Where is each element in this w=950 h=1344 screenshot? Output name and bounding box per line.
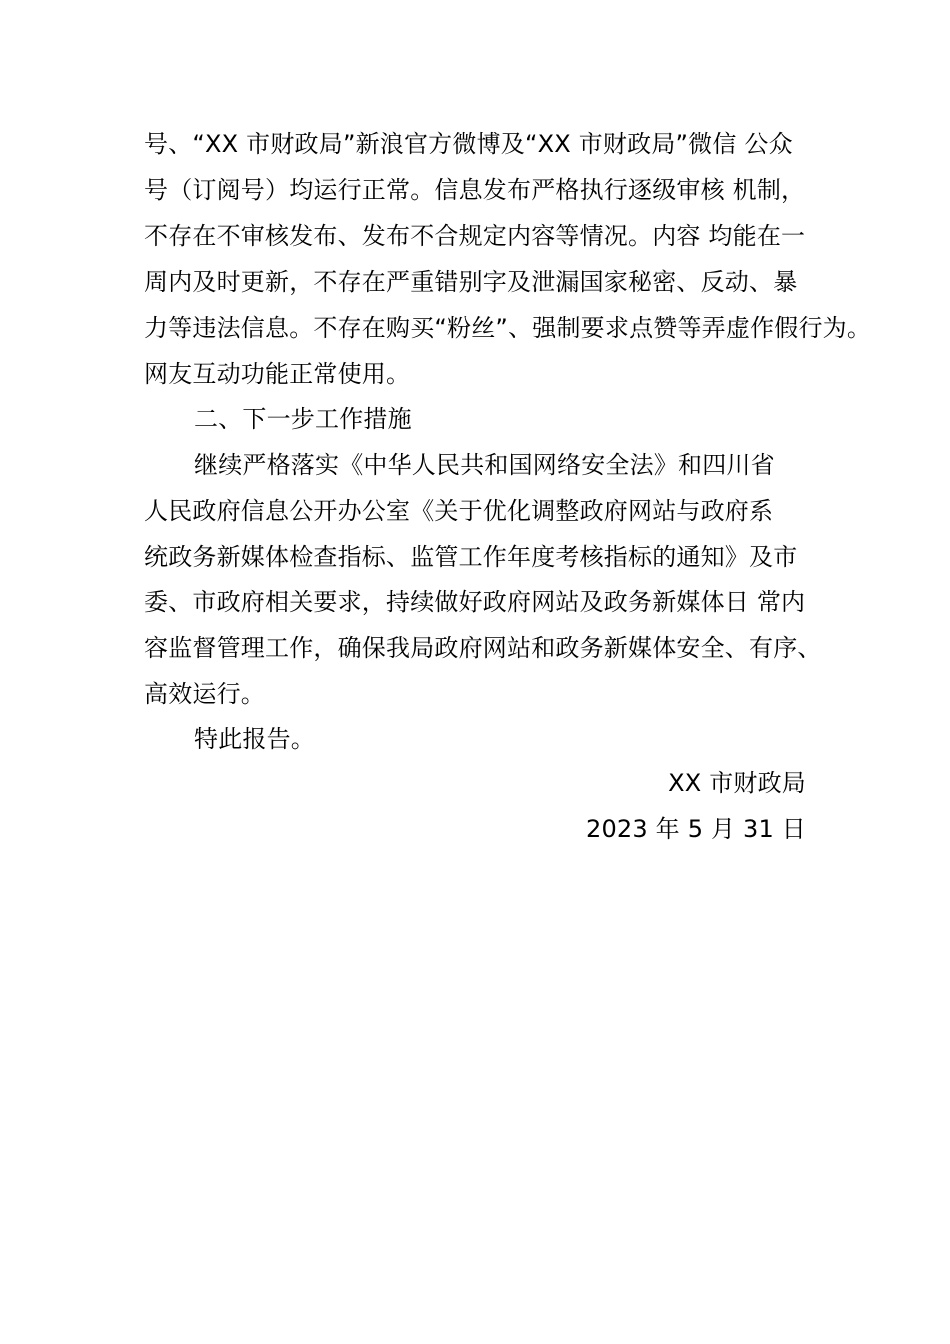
body-line-1: 号、“XX 市财政局”新浪官方微博及“XX 市财政局”微信 公众: [144, 130, 793, 158]
measures-line-6: 高效运行。: [144, 680, 265, 708]
section-heading: 二、下一步工作措施: [194, 405, 412, 433]
measures-line-4: 委、市政府相关要求，持续做好政府网站及政务新媒体日 常内: [144, 588, 806, 616]
body-line-5: 力等违法信息。不存在购买“粉丝”、强制要求点赞等弄虚作假行为。: [144, 314, 872, 342]
signature: XX 市财政局: [668, 769, 806, 797]
body-line-4: 周内及时更新，不存在严重错别字及泄漏国家秘密、反动、暴: [144, 268, 798, 296]
measures-line-1: 继续严格落实《中华人民共和国网络安全法》和四川省: [194, 451, 775, 479]
closing-text: 特此报告。: [194, 725, 315, 753]
measures-line-3: 统政务新媒体检查指标、监管工作年度考核指标的通知》及市: [144, 543, 798, 571]
measures-line-2: 人民政府信息公开办公室《关于优化调整政府网站与政府系: [144, 497, 774, 525]
measures-line-5: 容监督管理工作，确保我局政府网站和政务新媒体安全、有序、: [144, 634, 822, 662]
body-line-2: 号（订阅号）均运行正常。信息发布严格执行逐级审核 机制，: [144, 176, 806, 204]
body-line-3: 不存在不审核发布、发布不合规定内容等情况。内容 均能在一: [144, 222, 806, 250]
body-line-6: 网友互动功能正常使用。: [144, 360, 411, 388]
date: 2023 年 5 月 31 日: [585, 815, 806, 843]
